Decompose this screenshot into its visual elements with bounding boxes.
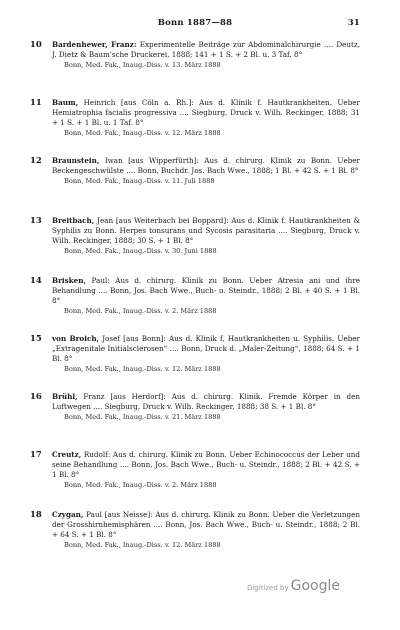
running-header — [30, 18, 360, 32]
author-name: Brühl, — [52, 392, 78, 401]
entry-text: Experimentelle Beiträge zur Abdominalchirurgie .... Deutz, J. Dietz & Baum'sche Druckerei, 1888; 141 + 1 S. + 2 Bl. u. 3 Taf. 8° — [52, 40, 360, 59]
entry-faculty-note: Bonn, Med. Fak., Inaug.-Diss. v. 12. März 1888 — [64, 365, 221, 373]
entry-text: Rudolf: Aus d. chirurg. Klinik zu Bonn. Ueber Echinococcus der Leber und seine Behandlung .... Bonn, Jos. Bach Wwe., Buch- u. Steindr., 1888; 2 Bl. + 42 S. + 1 Bl. 8° — [52, 450, 360, 479]
page-number: 31 — [347, 18, 360, 28]
entry-text: Franz [aus Herdorf]: Aus d. chirurg. Klinik. Fremde Körper in den Luftwegen .... Siegburg, Druck v. Wilh. Reckinger, 1888; 38 S. + 1 Bl. 8° — [52, 392, 360, 411]
dissertation-entry — [30, 392, 360, 450]
author-name: Creutz, — [52, 450, 82, 459]
entry-number: 15 — [30, 334, 42, 344]
entry-faculty-note: Bonn, Med. Fak., Inaug.-Diss. v. 2. März 1888 — [64, 481, 217, 489]
dissertation-entry — [30, 40, 360, 98]
dissertation-entry — [30, 216, 360, 276]
entry-number: 18 — [30, 510, 42, 520]
google-logo: Google — [290, 578, 340, 594]
entry-number: 17 — [30, 450, 42, 460]
dissertation-entry — [30, 510, 360, 560]
author-name: Czygan, — [52, 510, 84, 519]
author-name: Brisken, — [52, 276, 86, 285]
entry-faculty-note: Bonn, Med. Fak., Inaug.-Diss. v. 11. Juli 1888 — [64, 177, 215, 185]
entry-text: Iwan [aus Wipperfürth]: Aus d. chirurg. Klinik zu Bonn. Ueber Beckengeschwülste .... Bonn, Buchdr. Jos. Bach Wwe., 1888; 1 Bl. + 42 S. + 1 Bl. 8° — [52, 156, 360, 175]
entry-faculty-note: Bonn, Med. Fak., Inaug.-Diss. v. 2. März 1888 — [64, 307, 217, 315]
entry-text: Paul: Aus d. chirurg. Klinik zu Bonn. Ueber Atresia ani und ihre Behandlung .... Bonn, Jos. Bach Wwe., Buch- u. Steindr., 1888; 2 Bl. + 40 S. + 1 Bl. 8° — [52, 276, 360, 305]
entry-text: Paul [aus Neisse]: Aus d. chirurg. Klinik zu Bonn. Ueber die Verletzungen der Grosshirnhemisphären .... Bonn, Jos. Bach Wwe., Buch- u. Steindr., 1888; 2 Bl. + 64 S. + 1 Bl. 8° — [52, 510, 360, 539]
entry-faculty-note: Bonn, Med. Fak., Inaug.-Diss. v. 13. März 1888 — [64, 61, 221, 69]
running-title: Bonn 1887—88 — [157, 18, 233, 28]
dissertation-entry — [30, 450, 360, 510]
author-name: Bardenhewer, Franz: — [52, 40, 137, 49]
dissertation-entry — [30, 156, 360, 216]
entry-faculty-note: Bonn, Med. Fak., Inaug.-Diss. v. 12. März 1888 — [64, 129, 221, 137]
dissertation-entry — [30, 334, 360, 392]
watermark-prefix: Digitized by — [246, 584, 289, 592]
author-name: Baum, — [52, 98, 79, 107]
entry-text: Josef [aus Bonn]: Aus d. Klinik f. Hautkrankheiten u. Syphilis. Ueber „Extragenitale Initialsclerosen“ .... Bonn, Druck d. „Maler-Zeitung“, 1888; 64 S. + 1 Bl. 8° — [52, 334, 360, 363]
author-name: Breitbach, — [52, 216, 95, 225]
entry-number: 12 — [30, 156, 42, 166]
entry-faculty-note: Bonn, Med. Fak., Inaug.-Diss. v. 21. März 1888 — [64, 413, 221, 421]
entry-number: 11 — [30, 98, 42, 108]
dissertation-entry — [30, 98, 360, 156]
entry-text: Jean [aus Weiterbach bei Boppard]: Aus d. Klinik f. Hautkrankheiten & Syphilis zu Bonn. Herpes tonsurans und Sycosis parasitaria .... Siegburg, Druck v. Wilh. Reckinger, 1888; 30 S. + 1 Bl. 8° — [52, 216, 360, 245]
entry-number: 14 — [30, 276, 42, 286]
entry-number: 16 — [30, 392, 42, 402]
dissertation-entry — [30, 276, 360, 334]
entry-text: Heinrich [aus Cöln a. Rh.]: Aus d. Klinik f. Hautkrankheiten. Ueber Hemiatrophia facialis progressiva .... Siegburg, Druck v. Wilh. Reckinger, 1888; 31 + 1 S. + 1 Bl. u. 1 Taf. 8° — [52, 98, 360, 127]
entry-faculty-note: Bonn, Med. Fak., Inaug.-Diss. v. 12. März 1888 — [64, 541, 221, 549]
digitized-watermark — [247, 578, 340, 594]
dissertation-list — [30, 40, 360, 560]
entry-number: 10 — [30, 40, 42, 50]
author-name: von Broich, — [52, 334, 100, 343]
entry-number: 13 — [30, 216, 42, 226]
entry-faculty-note: Bonn, Med. Fak., Inaug.-Diss. v. 30. Juni 1888 — [64, 247, 217, 255]
author-name: Braunstein, — [52, 156, 100, 165]
